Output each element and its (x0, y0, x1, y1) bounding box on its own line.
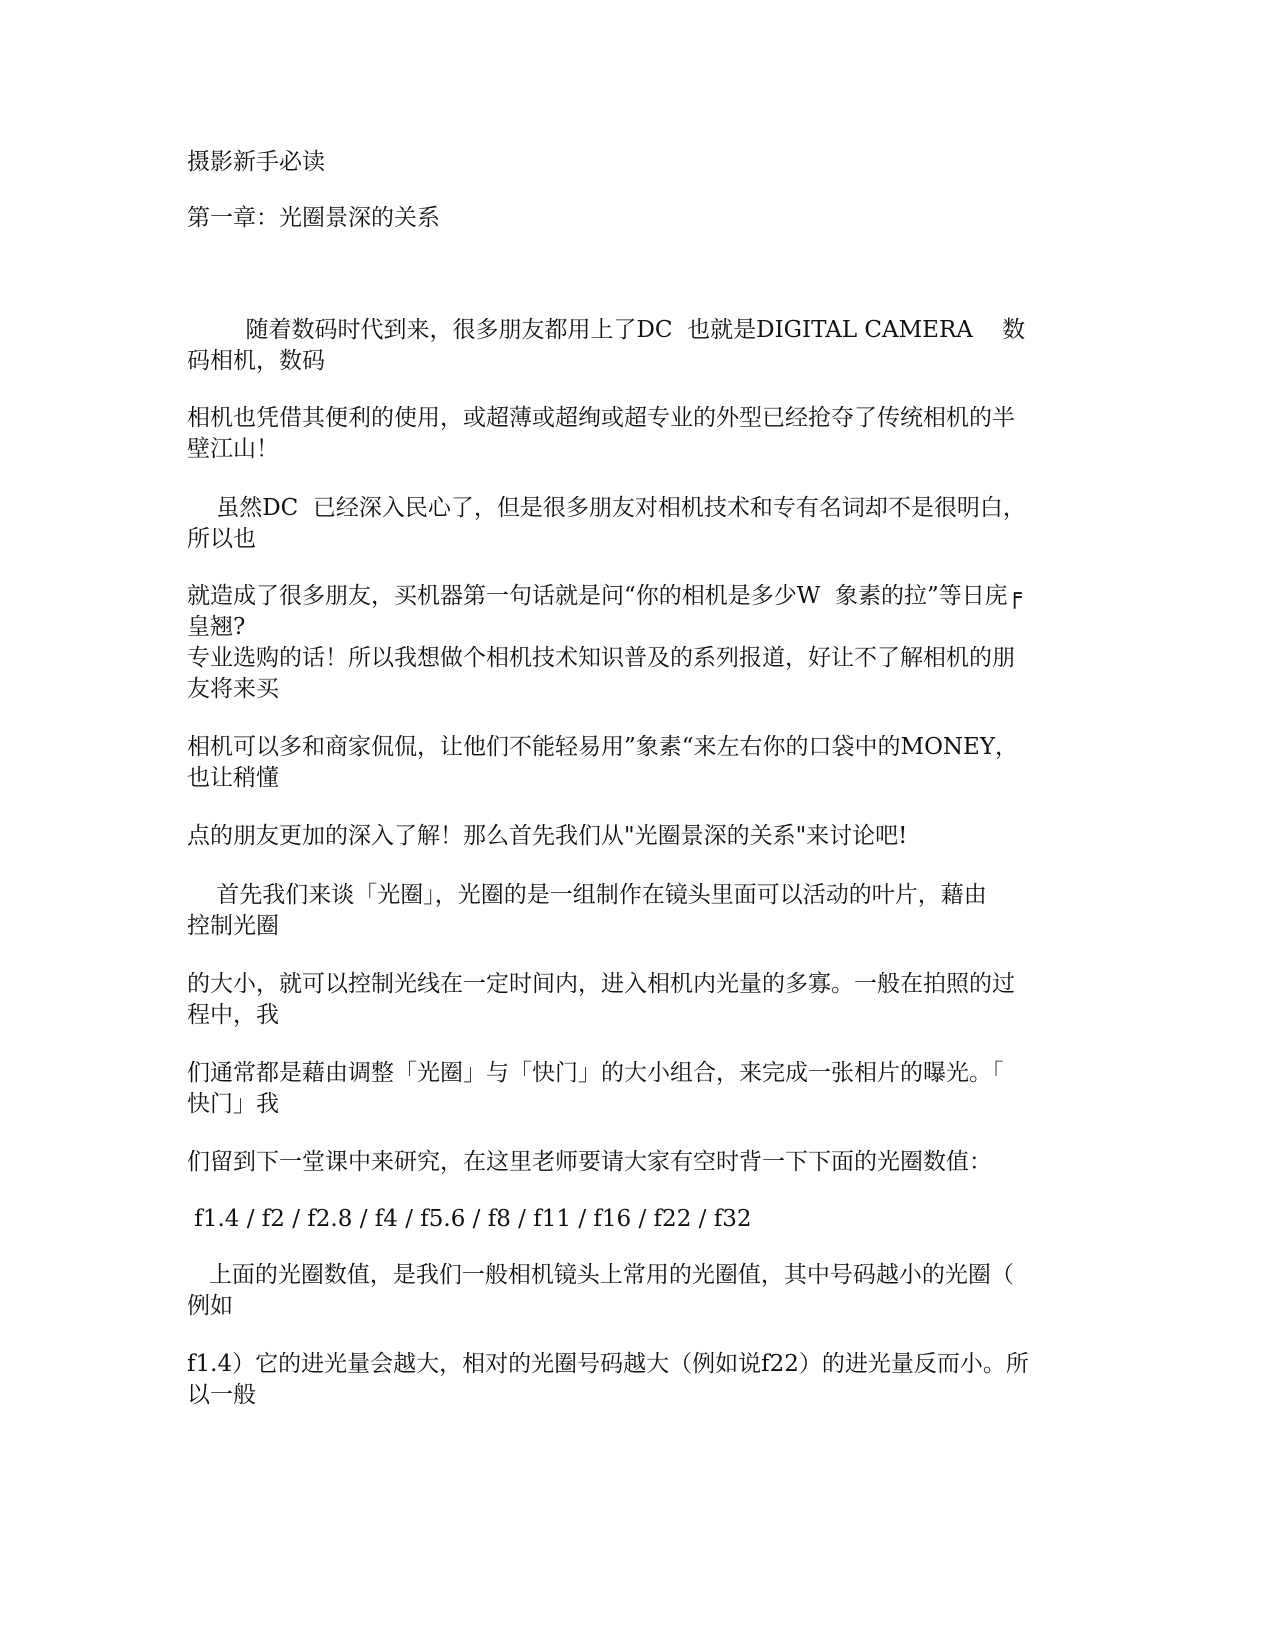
text-line: 以一般 (187, 1382, 256, 1408)
text-line: 虽然DC 已经深入民心了，但是很多朋友对相机技术和专有名词却不是很明白， (187, 495, 1026, 521)
text-line: 们通常都是藉由调整「光圈」与「快门」的大小组合，来完成一张相片的曝光。「 (187, 1060, 1004, 1086)
text-line: 就造成了很多朋友，买机器第一句话就是问“你的相机是多少W 象素的拉”等日庑╒ (187, 583, 1022, 609)
text-line: f1.4）它的进光量会越大，相对的光圈号码越大（例如说f22）的进光量反而小。所 (187, 1351, 1029, 1377)
text-line: 皇翘? (187, 614, 246, 640)
text-line: 随着数码时代到来，很多朋友都用上了DC 也就是DIGITAL CAMERA 数 (187, 317, 1026, 343)
text-line: 所以也 (187, 526, 256, 552)
text-line: 壁江山！ (187, 436, 279, 462)
chapter-heading: 第一章：光圈景深的关系 (187, 205, 440, 231)
text-line: 首先我们来谈「光圈」，光圈的是一组制作在镜头里面可以活动的叶片，藉由 (187, 882, 987, 908)
text-line: 点的朋友更加的深入了解！那么首先我们从"光圈景深的关系"来讨论吧! (187, 823, 908, 849)
text-line: 相机也凭借其便利的使用，或超薄或超绚或超专业的外型已经抢夺了传统相机的半 (187, 405, 1015, 431)
text-line: 快门」我 (187, 1091, 279, 1117)
text-line: 专业选购的话！所以我想做个相机技术知识普及的系列报道，好让不了解相机的朋 (187, 645, 1015, 671)
text-line: 程中，我 (187, 1002, 279, 1028)
text-line: 们留到下一堂课中来研究，在这里老师要请大家有空时背一下下面的光圈数值： (187, 1149, 992, 1175)
text-line: 友将来买 (187, 676, 279, 702)
text-line: 例如 (187, 1293, 233, 1319)
text-line: 也让稍懂 (187, 765, 279, 791)
text-line: f1.4 / f2 / f2.8 / f4 / f5.6 / f8 / f11 / f16 / f22 / f32 (187, 1206, 752, 1232)
text-line: 码相机，数码 (187, 348, 325, 374)
text-line: 相机可以多和商家侃侃，让他们不能轻易用”象素“来左右你的口袋中的MONEY， (187, 734, 1019, 760)
document-title: 摄影新手必读 (187, 149, 325, 175)
text-line: 控制光圈 (187, 913, 279, 939)
text-line: 的大小，就可以控制光线在一定时间内，进入相机内光量的多寡。一般在拍照的过 (187, 971, 1015, 997)
text-line: 上面的光圈数值，是我们一般相机镜头上常用的光圈值，其中号码越小的光圈（ (187, 1262, 1014, 1288)
